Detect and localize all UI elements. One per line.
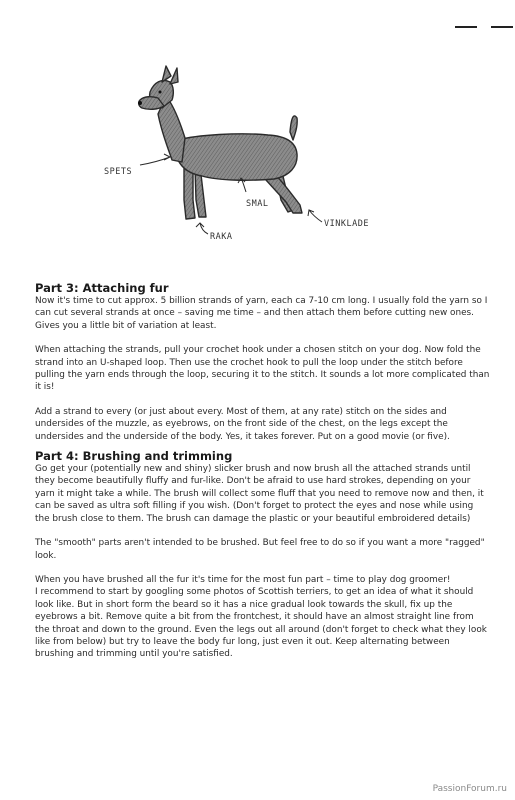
- part4-paragraph-3: When you have brushed all the fur it's time for the most fun part – time to play dog groomer!: [35, 574, 451, 585]
- watermark: PassionForum.ru: [432, 784, 507, 794]
- corner-mark-left: [455, 26, 477, 28]
- vinklade-arrow: [308, 210, 322, 222]
- part3-paragraph-3: Add a strand to every (or just about every. Most of them, at any rate) stitch on the sides and undersides of the muzzle, as eyebrows, on the front side of the chest, on the legs except the undersides and the underside of the body. Yes, it takes forever. Put on a good movie (or five).: [35, 406, 450, 442]
- label-raka: RAKA: [210, 232, 233, 242]
- dog-body: [178, 134, 297, 180]
- label-smal: SMAL: [246, 199, 269, 209]
- part4-heading: Part 4: Brushing and trimming: [35, 449, 233, 464]
- dog-eye: [159, 91, 162, 94]
- part3-paragraph-2: When attaching the strands, pull your crochet hook under a chosen stitch on your dog. Now fold the strand into an U-shaped loop. Then use the crochet hook to pull the loop under the stitch before pulling the yarn ends through the loop, securing it to the stitch. It sounds a lot more complicated than it is!: [35, 345, 490, 393]
- corner-mark-right: [491, 26, 513, 28]
- part4-paragraph-1: Go get your (potentially new and shiny) slicker brush and now brush all the attached strands until they become beautifully fluffy and fur-like. Don't be afraid to use hard strokes, depending on your yarn it might take a while. The brush will collect some fluff that you need to remove now and then, it can be saved as ultra soft filling if you wish. (Don't forget to protect the eyes and nose while using the brush close to them. The brush can damage the plastic or your beautiful embroidered details): [35, 464, 484, 524]
- dog-tail: [290, 116, 297, 140]
- part4-paragraph-4: I recommend to start by googling some photos of Scottish terriers, to get an idea of what it should look like. But in short form the beard so it has a nice gradual look towards the skull, fix up the eyebrows a bit. Remove quite a bit from the frontchest, it should have an almost straight line from the throat and down to the ground. Even the legs out all around (don't forget to check what they look like from below) but try to leave the body fur long, just even it out. Keep alternating between brushing and trimming until you're satisfied.: [35, 587, 487, 660]
- part3-paragraph-1: Now it's time to cut approx. 5 billion strands of yarn, each ca 7-10 cm long. I usually fold the yarn so I can cut several strands at once – saving me time – and then attach them before cutting new ones. Gives you a little bit of variation at least.: [35, 296, 488, 331]
- label-vinklade: VINKLADE: [324, 219, 369, 229]
- dog-ear-left: [162, 66, 171, 82]
- raka-arrow: [196, 223, 208, 234]
- label-spets: SPETS: [104, 167, 133, 177]
- dog-diagram: [100, 62, 420, 277]
- dog-nose: [138, 101, 142, 105]
- part4-paragraph-2: The "smooth" parts aren't intended to be brushed. But feel free to do so if you want a more "ragged" look.: [35, 538, 485, 561]
- part3-heading: Part 3: Attaching fur: [35, 281, 169, 295]
- dog-illustration: [139, 66, 302, 219]
- article-body: [35, 281, 490, 673]
- spets-arrow: [140, 154, 170, 165]
